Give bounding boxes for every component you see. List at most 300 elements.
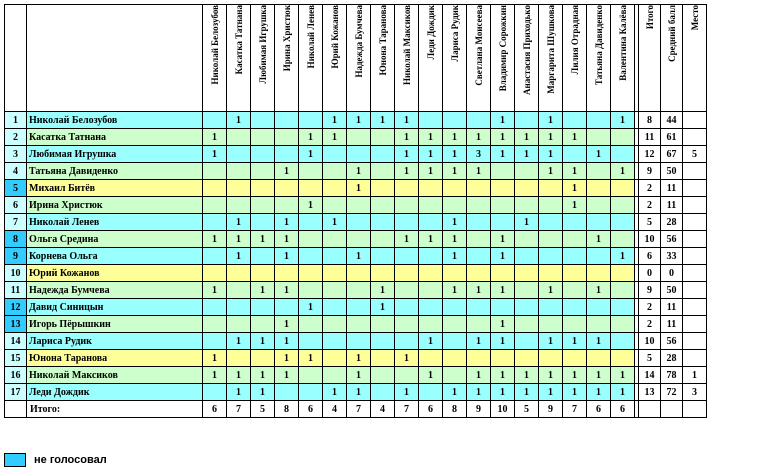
- vote-cell: [539, 180, 563, 197]
- vote-cell: 1: [467, 367, 491, 384]
- vote-cell: [371, 180, 395, 197]
- vote-cell: 1: [587, 367, 611, 384]
- vote-cell: [227, 265, 251, 282]
- vote-cell: [347, 333, 371, 350]
- vote-cell: [203, 163, 227, 180]
- legend-text: не голосовал: [34, 454, 107, 466]
- place-cell: [683, 231, 707, 248]
- vote-cell: [515, 299, 539, 316]
- vote-cell: 1: [371, 299, 395, 316]
- voter-name: Лариса Рудик: [27, 333, 203, 350]
- vote-cell: [299, 112, 323, 129]
- column-header: [563, 5, 587, 112]
- vote-cell: [491, 180, 515, 197]
- vote-cell: 1: [563, 129, 587, 146]
- column-header: [539, 5, 563, 112]
- vote-cell: 1: [419, 231, 443, 248]
- column-header-label: Лилия Отрадная: [569, 5, 580, 75]
- vote-cell: [347, 214, 371, 231]
- total-cell: 9: [639, 163, 661, 180]
- vote-cell: 1: [347, 350, 371, 367]
- vote-cell: [395, 282, 419, 299]
- vote-cell: 1: [491, 333, 515, 350]
- place-cell: [683, 197, 707, 214]
- vote-cell: 1: [395, 129, 419, 146]
- vote-cell: [299, 282, 323, 299]
- vote-cell: [227, 316, 251, 333]
- row-number: 3: [5, 146, 27, 163]
- column-header: [611, 5, 635, 112]
- vote-cell: 1: [275, 231, 299, 248]
- vote-cell: [299, 248, 323, 265]
- average-cell: 28: [661, 214, 683, 231]
- vote-cell: 1: [443, 248, 467, 265]
- vote-cell: [275, 129, 299, 146]
- vote-cell: [419, 197, 443, 214]
- footer-total: 5: [251, 401, 275, 418]
- vote-cell: [227, 350, 251, 367]
- total-cell: 8: [639, 112, 661, 129]
- vote-cell: [227, 197, 251, 214]
- vote-cell: [299, 265, 323, 282]
- vote-cell: 1: [515, 129, 539, 146]
- vote-cell: 1: [611, 248, 635, 265]
- column-header: [419, 5, 443, 112]
- vote-cell: [611, 299, 635, 316]
- vote-cell: [347, 316, 371, 333]
- vote-cell: [227, 282, 251, 299]
- vote-cell: 1: [443, 282, 467, 299]
- voter-name: Михаил Битёв: [27, 180, 203, 197]
- table-row: [5, 367, 707, 384]
- vote-cell: 1: [395, 163, 419, 180]
- vote-cell: 1: [539, 112, 563, 129]
- vote-cell: [395, 316, 419, 333]
- vote-cell: [323, 163, 347, 180]
- vote-cell: [395, 299, 419, 316]
- vote-cell: [395, 367, 419, 384]
- vote-cell: 1: [515, 367, 539, 384]
- vote-cell: [443, 197, 467, 214]
- vote-cell: [419, 316, 443, 333]
- footer-blank: [5, 401, 27, 418]
- vote-cell: [371, 163, 395, 180]
- vote-cell: 1: [491, 316, 515, 333]
- vote-cell: [227, 180, 251, 197]
- vote-cell: [203, 197, 227, 214]
- place-cell: [683, 163, 707, 180]
- vote-cell: [203, 333, 227, 350]
- voter-name: Давид Синицын: [27, 299, 203, 316]
- vote-cell: 1: [395, 112, 419, 129]
- vote-cell: 1: [347, 163, 371, 180]
- vote-cell: [611, 282, 635, 299]
- table-row: [5, 384, 707, 401]
- footer-total: 7: [395, 401, 419, 418]
- vote-cell: [563, 282, 587, 299]
- vote-cell: [515, 231, 539, 248]
- vote-cell: [251, 146, 275, 163]
- vote-cell: 1: [443, 146, 467, 163]
- vote-cell: [587, 197, 611, 214]
- place-cell: 5: [683, 146, 707, 163]
- voter-name: Корнева Ольга: [27, 248, 203, 265]
- vote-cell: 1: [299, 299, 323, 316]
- place-cell: [683, 214, 707, 231]
- vote-cell: 1: [395, 231, 419, 248]
- vote-cell: 1: [491, 248, 515, 265]
- table-row: [5, 265, 707, 282]
- table-row: [5, 282, 707, 299]
- vote-cell: [419, 248, 443, 265]
- place-cell: [683, 180, 707, 197]
- voter-name: Юрий Кожанов: [27, 265, 203, 282]
- footer-total: 9: [539, 401, 563, 418]
- table-row: [5, 180, 707, 197]
- vote-cell: [299, 384, 323, 401]
- vote-cell: [467, 214, 491, 231]
- vote-cell: 1: [227, 214, 251, 231]
- vote-cell: [299, 231, 323, 248]
- average-cell: 0: [661, 265, 683, 282]
- column-header-label: Анастасия Приходько: [521, 5, 532, 95]
- summary-header: [639, 5, 661, 112]
- vote-cell: [539, 299, 563, 316]
- vote-cell: 1: [563, 333, 587, 350]
- vote-cell: 1: [563, 180, 587, 197]
- vote-cell: [467, 265, 491, 282]
- vote-cell: [587, 316, 611, 333]
- vote-cell: [371, 333, 395, 350]
- vote-cell: [275, 180, 299, 197]
- vote-cell: [611, 265, 635, 282]
- column-header-label: Юнона Таранова: [377, 5, 388, 76]
- vote-cell: 1: [371, 282, 395, 299]
- vote-cell: [611, 180, 635, 197]
- vote-cell: [515, 112, 539, 129]
- row-number: 12: [5, 299, 27, 316]
- column-header-label: Николай Максиков: [401, 5, 412, 85]
- table-row: [5, 231, 707, 248]
- table-row: [5, 129, 707, 146]
- vote-cell: [323, 367, 347, 384]
- vote-cell: [587, 248, 611, 265]
- vote-cell: [515, 265, 539, 282]
- column-header: [395, 5, 419, 112]
- vote-cell: [563, 112, 587, 129]
- footer-blank: [661, 401, 683, 418]
- column-header-label: Татьяна Давиденко: [593, 5, 604, 86]
- vote-cell: [515, 350, 539, 367]
- vote-cell: 1: [203, 231, 227, 248]
- vote-cell: 1: [443, 231, 467, 248]
- summary-header-label: Итого: [644, 5, 655, 30]
- summary-header-label: Место: [689, 5, 700, 31]
- vote-cell: [299, 180, 323, 197]
- vote-cell: [299, 163, 323, 180]
- vote-cell: 1: [515, 214, 539, 231]
- column-header-label: Надежда Бумчева: [353, 5, 364, 78]
- vote-cell: [539, 231, 563, 248]
- vote-cell: [443, 367, 467, 384]
- vote-cell: [587, 180, 611, 197]
- vote-cell: 1: [419, 333, 443, 350]
- header-row: [5, 5, 707, 112]
- table-row: [5, 299, 707, 316]
- voting-table: [4, 4, 707, 418]
- vote-cell: [467, 350, 491, 367]
- vote-cell: [491, 197, 515, 214]
- vote-cell: 1: [587, 231, 611, 248]
- row-number: 2: [5, 129, 27, 146]
- vote-cell: 1: [443, 214, 467, 231]
- vote-cell: [611, 197, 635, 214]
- vote-cell: [251, 214, 275, 231]
- table-row: [5, 197, 707, 214]
- vote-cell: [515, 180, 539, 197]
- vote-cell: 1: [203, 282, 227, 299]
- vote-cell: [299, 214, 323, 231]
- vote-cell: 1: [251, 333, 275, 350]
- column-header: [515, 5, 539, 112]
- column-header: [587, 5, 611, 112]
- column-header-label: Любимая Игрушка: [257, 5, 268, 84]
- place-cell: [683, 333, 707, 350]
- footer-total: 4: [323, 401, 347, 418]
- column-header: [251, 5, 275, 112]
- vote-cell: 1: [611, 367, 635, 384]
- average-cell: 72: [661, 384, 683, 401]
- place-cell: [683, 248, 707, 265]
- vote-cell: 1: [587, 282, 611, 299]
- vote-cell: 1: [251, 384, 275, 401]
- vote-cell: 1: [395, 146, 419, 163]
- vote-cell: 1: [275, 367, 299, 384]
- vote-cell: [275, 265, 299, 282]
- vote-cell: [515, 163, 539, 180]
- vote-cell: [587, 163, 611, 180]
- vote-cell: 1: [587, 384, 611, 401]
- legend-swatch: [4, 453, 26, 467]
- row-number: 5: [5, 180, 27, 197]
- column-header: [323, 5, 347, 112]
- place-cell: [683, 112, 707, 129]
- footer-total: 4: [371, 401, 395, 418]
- vote-cell: 1: [539, 163, 563, 180]
- footer-total: 7: [227, 401, 251, 418]
- place-cell: 3: [683, 384, 707, 401]
- vote-cell: [203, 180, 227, 197]
- vote-cell: 1: [323, 214, 347, 231]
- vote-cell: 1: [347, 112, 371, 129]
- average-cell: 28: [661, 350, 683, 367]
- table-row: [5, 146, 707, 163]
- row-number: 11: [5, 282, 27, 299]
- voter-name: Ирина Христюк: [27, 197, 203, 214]
- column-header-label: Валентина Калёва: [617, 5, 628, 81]
- row-number: 14: [5, 333, 27, 350]
- voter-name: Ольга Средина: [27, 231, 203, 248]
- total-cell: 9: [639, 282, 661, 299]
- vote-cell: [251, 112, 275, 129]
- vote-cell: 1: [467, 333, 491, 350]
- vote-cell: [587, 299, 611, 316]
- vote-cell: 1: [491, 384, 515, 401]
- total-cell: 10: [639, 333, 661, 350]
- voter-name: Касатка Татнана: [27, 129, 203, 146]
- footer-total: 10: [491, 401, 515, 418]
- vote-cell: [227, 299, 251, 316]
- average-cell: 11: [661, 197, 683, 214]
- average-cell: 50: [661, 163, 683, 180]
- vote-cell: 1: [563, 163, 587, 180]
- vote-cell: 1: [539, 129, 563, 146]
- vote-cell: [203, 384, 227, 401]
- footer-blank: [639, 401, 661, 418]
- vote-cell: 1: [491, 112, 515, 129]
- footer-total: 6: [299, 401, 323, 418]
- vote-cell: [371, 367, 395, 384]
- vote-cell: [275, 384, 299, 401]
- vote-cell: 1: [227, 231, 251, 248]
- vote-cell: 1: [347, 367, 371, 384]
- vote-cell: 1: [419, 163, 443, 180]
- vote-cell: [443, 316, 467, 333]
- vote-cell: [419, 180, 443, 197]
- vote-cell: [443, 112, 467, 129]
- vote-cell: [587, 265, 611, 282]
- vote-cell: [611, 333, 635, 350]
- table-row: [5, 333, 707, 350]
- vote-cell: [203, 299, 227, 316]
- voter-name: Любимая Игрушка: [27, 146, 203, 163]
- vote-cell: 3: [467, 146, 491, 163]
- column-header: [299, 5, 323, 112]
- vote-cell: [323, 146, 347, 163]
- vote-cell: [515, 333, 539, 350]
- vote-cell: [323, 282, 347, 299]
- vote-cell: [203, 248, 227, 265]
- vote-cell: 1: [395, 384, 419, 401]
- vote-cell: [467, 248, 491, 265]
- average-cell: 56: [661, 231, 683, 248]
- vote-cell: [419, 299, 443, 316]
- vote-cell: [371, 316, 395, 333]
- vote-cell: 1: [347, 180, 371, 197]
- vote-cell: [515, 282, 539, 299]
- vote-cell: 1: [203, 350, 227, 367]
- vote-cell: [467, 299, 491, 316]
- average-cell: 33: [661, 248, 683, 265]
- place-cell: [683, 265, 707, 282]
- vote-cell: 1: [563, 384, 587, 401]
- vote-cell: [539, 214, 563, 231]
- vote-cell: [203, 214, 227, 231]
- row-number: 16: [5, 367, 27, 384]
- vote-cell: [251, 299, 275, 316]
- average-cell: 67: [661, 146, 683, 163]
- vote-cell: [275, 146, 299, 163]
- vote-cell: 1: [275, 316, 299, 333]
- total-cell: 0: [639, 265, 661, 282]
- vote-cell: 1: [515, 384, 539, 401]
- vote-cell: 1: [203, 146, 227, 163]
- vote-cell: [227, 146, 251, 163]
- vote-cell: [443, 333, 467, 350]
- place-cell: [683, 282, 707, 299]
- voter-name: Татьяна Давиденко: [27, 163, 203, 180]
- vote-cell: 1: [323, 384, 347, 401]
- vote-cell: 1: [371, 112, 395, 129]
- row-number: 6: [5, 197, 27, 214]
- vote-cell: [203, 112, 227, 129]
- vote-cell: [395, 265, 419, 282]
- voter-name: Леди Дождик: [27, 384, 203, 401]
- vote-cell: 1: [203, 367, 227, 384]
- vote-cell: [323, 350, 347, 367]
- average-cell: 11: [661, 299, 683, 316]
- vote-cell: [563, 350, 587, 367]
- vote-cell: [347, 265, 371, 282]
- voter-name: Николай Белозубов: [27, 112, 203, 129]
- vote-cell: 1: [251, 367, 275, 384]
- vote-cell: [347, 231, 371, 248]
- total-cell: 2: [639, 197, 661, 214]
- vote-cell: 1: [275, 214, 299, 231]
- vote-cell: [563, 316, 587, 333]
- vote-cell: [371, 146, 395, 163]
- vote-cell: 1: [251, 231, 275, 248]
- row-number: 7: [5, 214, 27, 231]
- vote-cell: [251, 248, 275, 265]
- vote-cell: [563, 214, 587, 231]
- vote-cell: [395, 180, 419, 197]
- vote-cell: [467, 180, 491, 197]
- average-cell: 56: [661, 333, 683, 350]
- footer-total: 6: [611, 401, 635, 418]
- column-header-label: Владимир Сорожкин: [497, 5, 508, 92]
- vote-cell: [371, 384, 395, 401]
- vote-cell: [275, 299, 299, 316]
- row-number: 9: [5, 248, 27, 265]
- vote-cell: [443, 265, 467, 282]
- vote-cell: [347, 129, 371, 146]
- vote-cell: [491, 350, 515, 367]
- vote-cell: 1: [395, 350, 419, 367]
- column-header: [275, 5, 299, 112]
- table-row: [5, 112, 707, 129]
- vote-cell: [467, 197, 491, 214]
- vote-cell: [587, 350, 611, 367]
- column-header: [347, 5, 371, 112]
- vote-cell: [563, 231, 587, 248]
- vote-cell: [227, 129, 251, 146]
- vote-cell: [467, 112, 491, 129]
- voter-name: Надежда Бумчева: [27, 282, 203, 299]
- vote-cell: [563, 248, 587, 265]
- vote-cell: [251, 350, 275, 367]
- total-cell: 6: [639, 248, 661, 265]
- vote-cell: [371, 197, 395, 214]
- vote-cell: 1: [227, 384, 251, 401]
- vote-cell: 1: [227, 333, 251, 350]
- vote-cell: [203, 316, 227, 333]
- vote-cell: [587, 129, 611, 146]
- vote-cell: [323, 316, 347, 333]
- total-cell: 5: [639, 214, 661, 231]
- vote-cell: 1: [299, 146, 323, 163]
- average-cell: 61: [661, 129, 683, 146]
